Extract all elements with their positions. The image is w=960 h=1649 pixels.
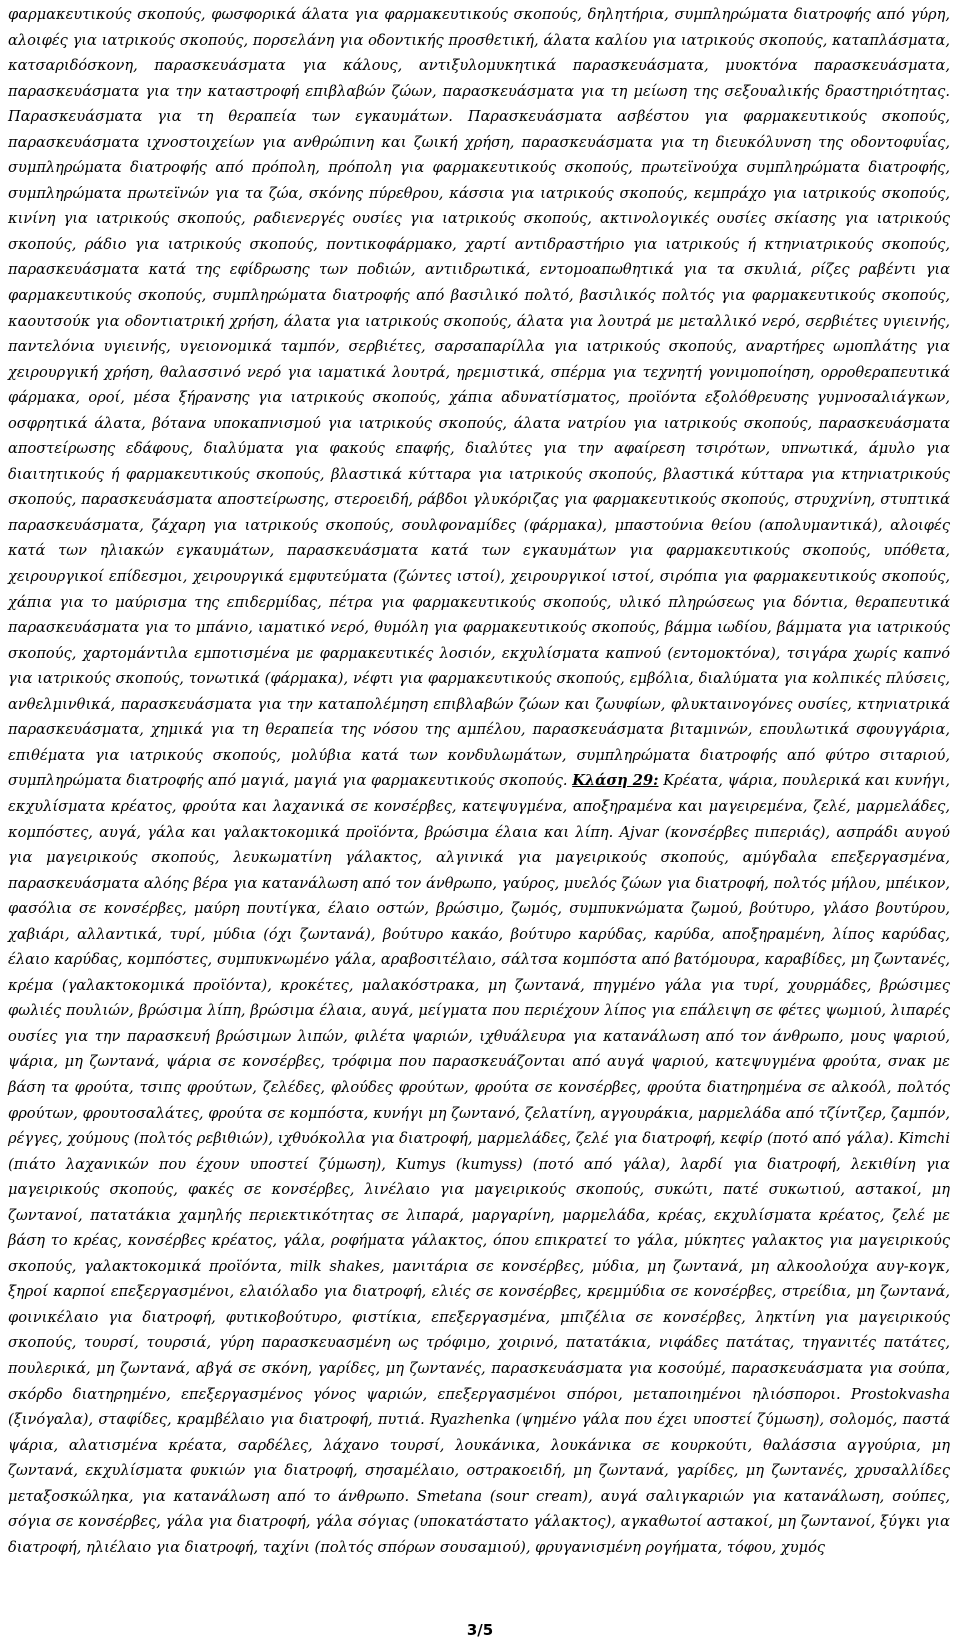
class-29-text: Κρέατα, ψάρια, πουλερικά και κυνήγι, εκχυλίσματα κρέατος, φρούτα και λαχανικά σε κονσέρβες, κατεψυγμένα, αποξηραμένα και μαγειρεμένα, ζελέ, μαρμελάδες, κομπόστες, αυγά, γάλα και γαλακτοκομικά προϊόντα, βρώσιμα έλαια και λίπη. Ajvar (κονσέρβες πιπεριάς), ασπράδι αυγού για μαγειρικούς σκοπούς, λευκωματίνη γάλακτος, αλγινικά για μαγειρικούς σκοπούς, αμύγδαλα επεξεργασμένα, παρασκευάσματα αλόης βέρα για κατανάλωση από τον άνθρωπο, γαύρος, μυελός ζώων για διατροφή, πολτός μήλου, μπέικον, φασόλια σε κονσέρβες, μαύρη πουτίγκα, έλαιο οστών, βρώσιμο, ζωμός, συμπυκνώματα ζωμού, βούτυρο, γλάσο βουτύρου, χαβιάρι, αλλαντικά, τυρί, μύδια (όχι ζωντανά), βούτυρο κακάο, βούτυρο καρύδας, καρύδα, αποξηραμένη, λίπος καρύδας, έλαιο καρύδας, κομπόστες, συμπυκνωμένο γάλα, αραβοσιτέλαιο, σάλτσα κομπόστα από βατόμουρα, καραβίδες, μη ζωντανές, κρέμα (γαλακτοκομικά προϊόντα), κροκέτες, μαλακόστρακα, μη ζωντανά, πηγμένο γάλα για τυρί, χουρμάδες, βρώσιμες φωλιές πουλιών, βρώσιμα λίπη, βρώσιμα έλαια, αυγά, μείγματα που περιέχουν λίπος για επάλειψη σε φέτες ψωμιού, λιπαρές ουσίες για την παρασκευή βρώσιμων λιπών, φιλέτα ψαριών, ιχθυάλευρα για κατανάλωση από τον άνθρωπο, μους ψαριού, ψάρια, μη ζωντανά, ψάρια σε κονσέρβες, τρόφιμα που παρασκευάζονται από αυγά ψαριού, κατεψυγμένα φρούτα, σνακ με βάση τα φρούτα, τσιπς φρούτων, ζελέδες, φλούδες φρούτων, φρούτα σε κονσέρβες, φρούτα διατηρημένα σε αλκοόλ, πολτός φρούτων, φρουτοσαλάτες, φρούτα σε κομπόστα, κυνήγι μη ζωντανό, ζελατίνη, αγγουράκια, μαρμελάδα από τζίντζερ, ζαμπόν, ρέγγες, χούμους (πολτός ρεβιθιών), ιχθυόκολλα για διατροφή, μαρμελάδες, ζελέ για διατροφή, κεφίρ (ποτό από γάλα). Kimchi (πιάτο λαχανικών που έχουν υποστεί ζύμωση), Kumys (kumyss) (ποτό από γάλα), λαρδί για διατροφή, λεκιθίνη για μαγειρικούς σκοπούς, φακές σε κονσέρβες, λινέλαιο για μαγειρικούς σκοπούς, συκώτι, πατέ συκωτιού, αστακοί, μη ζωντανοί, πατατάκια χαμηλής περιεκτικότητας σε λιπαρά, μαργαρίνη, μαρμελάδα, κρέας, εκχυλίσματα κρέατος, ζελέ με βάση το κρέας, κονσέρβες κρέατος, γάλα, ροφήματα γάλακτος, όπου επικρατεί το γάλα, μύκητες γαλακτος για μαγειρικούς σκοπούς, γαλακτοκομικά προϊόντα, milk shakes, μανιτάρια σε κονσέρβες, μύδια, μη ζωντανά, μη αλκοολούχα αυγ-κογκ, ξηροί καρποί επεξεργασμένοι, ελαιόλαδο για διατροφή, ελιές σε κονσέρβες, κρεμμύδια σε κονσέρβες, στρείδια, μη ζωντανά, φοινικέλαιο για διατροφή, φυτικοβούτυρο, φιστίκια, επεξεργασμένα, μπιζέλια σε κονσέρβες, ληκτίνη για μαγειρικούς σκοπούς, τουρσί, τουρσιά, γύρη παρασκευασμένη ως τρόφιμο, χοιρινό, πατατάκια, νιφάδες πατάτας, τηγανιτές πατάτες, πουλερικά, μη ζωντανά, αβγά σε σκόνη, γαρίδες, μη ζωντανές, παρασκευάσματα για κοσούμέ, παρασκευάσματα για σούπα, σκόρδο διατηρημένο, επεξεργασμένος γόνος ψαριών, επεξεργασμένοι σπόροι, μεταποιημένοι ηλιόσποροι. Prostokvasha (ξινόγαλα), σταφίδες, κραμβέλαιο για διατροφή, πυτιά. Ryazhenka (ψημένο γάλα που έχει υποστεί ζύμωση), σολομός, παστά ψάρια, αλατισμένα κρέατα, σαρδέλες, λάχανο τουρσί, λουκάνικα, λουκάνικα σε κουρκούτι, θαλάσσια αγγούρια, μη ζωντανά, εκχυλίσματα φυκιών για διατροφή, σησαμέλαιο, οστρακοειδή, μη ζωντανά, γαρίδες, μη ζωντανές, χρυσαλλίδες μεταξοσκώληκα, για κατανάλωση από το άνθρωπο. Smetana (sour cream), αυγά σαλιγκαριών για κατανάλωση, σούπες, σόγια σε κονσέρβες, γάλα για διατροφή, γάλα σόγιας (υποκατάστατο γάλακτος), αγκαθωτοί αστακοί, μη ζωντανοί, ξύγκι για διατροφή, ηλιέλαιο για διατροφή, ταχίνι (πολτός σπόρων σουσαμιού), φρυγανισμένη ρογήματα, τόφου, χυμός	[8, 772, 951, 1556]
page-number: 3/5	[466, 1621, 494, 1639]
document-body	[8, 2, 950, 1560]
class-29-heading: Κλάση 29:	[572, 772, 659, 790]
class-28-text: φαρμακευτικούς σκοπούς, φωσφορικά άλατα για φαρμακευτικούς σκοπούς, δηλητήρια, συμπληρώματα διατροφής από γύρη, αλοιφές για ιατρικούς σκοπούς, πορσελάνη για οδοντικής προσθετική, άλατα καλίου για ιατρικούς σκοπούς, καταπλάσματα, κατσαριδόσκονη, παρασκευάσματα για κάλους, αντιξυλομυκητικά παρασκευάσματα, μυοκτόνα παρασκευάσματα, παρασκευάσματα για την καταστροφή επιβλαβών ζώων, παρασκευάσματα για τη μείωση της σεξουαλικής δραστηριότητας. Παρασκευάσματα για τη θεραπεία των εγκαυμάτων. Παρασκευάσματα ασβέστου για φαρμακευτικούς σκοπούς, παρασκευάσματα ιχνοστοιχείων για ανθρώπινη και ζωική χρήση, παρασκευάσματα για τη διευκόλυνση της οδοντοφυΐας, συμπληρώματα διατροφής από πρόπολη, πρόπολη για φαρμακευτικούς σκοπούς, πρωτεϊνούχα συμπληρώματα διατροφής, συμπληρώματα πρωτεϊνών για τα ζώα, σκόνης πύρεθρου, κάσσια για ιατρικούς σκοπούς, κεμπράχο για ιατρικούς σκοπούς, κινίνη για ιατρικούς σκοπούς, ραδιενεργές ουσίες για ιατρικούς σκοπούς, ακτινολογικές ουσίες σκίασης για ιατρικούς σκοπούς, ράδιο για ιατρικούς σκοπούς, ποντικοφάρμακο, χαρτί αντιδραστήριο για ιατρικούς ή κτηνιατρικούς σκοπούς, παρασκευάσματα κατά της εφίδρωσης των ποδιών, αντιιδρωτικά, εντομοαπωθητικά για τα σκυλιά, ρίζες ραβέντι για φαρμακευτικούς σκοπούς, συμπληρώματα διατροφής από βασιλικό πολτό, βασιλικός πολτός για φαρμακευτικούς σκοπούς, καουτσούκ για οδοντιατρική χρήση, άλατα για ιατρικούς σκοπούς, άλατα για λουτρά με μεταλλικό νερό, σερβιέτες υγιεινής, παντελόνια υγιεινής, υγειονομικά ταμπόν, σερβιέτες, σαρσαπαρίλλα για ιατρικούς σκοπούς, αναρτήρες ωμοπλάτης για χειρουργική χρήση, θαλασσινό νερό για ιαματικά λουτρά, ηρεμιστικά, σπέρμα για τεχνητή γονιμοποίηση, ορροθεραπευτικά φάρμακα, οροί, μέσα ξήρανσης για ιατρικούς σκοπούς, χάπια αδυνατίσματος, προϊόντα εξολόθρευσης γυμνοσαλιάγκων, οσφρητικά άλατα, βότανα υποκαπνισμού για ιατρικούς σκοπούς, άλατα νατρίου για ιατρικούς σκοπούς, παρασκευάσματα αποστείρωσης εδάφους, διαλύματα για φακούς επαφής, διαλύτες για την αφαίρεση τσιρότων, υπνωτικά, άμυλο για διαιτητικούς ή φαρμακευτικούς σκοπούς, βλαστικά κύτταρα για ιατρικούς σκοπούς, βλαστικά κύτταρα για κτηνιατρικούς σκοπούς, παρασκευάσματα αποστείρωσης, στεροειδή, ράβδοι γλυκόριζας για φαρμακευτικούς σκοπούς, στρυχνίνη, στυπτικά παρασκευάσματα, ζάχαρη για ιατρικούς σκοπούς, σουλφοναμίδες (φάρμακα), μπαστούνια θείου (απολυμαντικά), αλοιφές κατά των ηλιακών εγκαυμάτων, παρασκευάσματα κατά των εγκαυμάτων για φαρμακευτικούς σκοπούς, υπόθετα, χειρουργικοί επίδεσμοι, χειρουργικά εμφυτεύματα (ζώντες ιστοί), χειρουργικοί ιστοί, σιρόπια για φαρμακευτικούς σκοπούς, χάπια για το μαύρισμα της επιδερμίδας, πέτρα για φαρμακευτικούς σκοπούς, υλικό πληρώσεως για δόντια, θεραπευτικά παρασκευάσματα για το μπάνιο, ιαματικό νερό, θυμόλη για φαρμακευτικούς σκοπούς, βάμμα ιωδίου, βάμματα για ιατρικούς σκοπούς, χαρτομάντιλα εμποτισμένα με φαρμακευτικές λοσιόν, εκχυλίσματα καπνού (εντομοκτόνα), τσιγάρα χωρίς καπνό για ιατρικούς σκοπούς, τονωτικά (φάρμακα), νέφτι για φαρμακευτικούς σκοπούς, εμβόλια, διαλύματα για κολπικές πλύσεις, ανθελμινθικά, παρασκευάσματα για την καταπολέμηση επιβλαβών ζώων και ζωυφίων, φλυκταινογόνες ουσίες, κτηνιατρικά παρασκευάσματα, χημικά για τη θεραπεία της νόσου της αμπέλου, παρασκευάσματα βιταμινών, επουλωτικά σφουγγάρια, επιθέματα για ιατρικούς σκοπούς, μολύβια κατά των κονδυλωμάτων, συμπληρώματα διατροφής από φύτρο σιταριού, συμπληρώματα διατροφής από μαγιά, μαγιά για φαρμακευτικούς σκοπούς.	[8, 6, 950, 790]
